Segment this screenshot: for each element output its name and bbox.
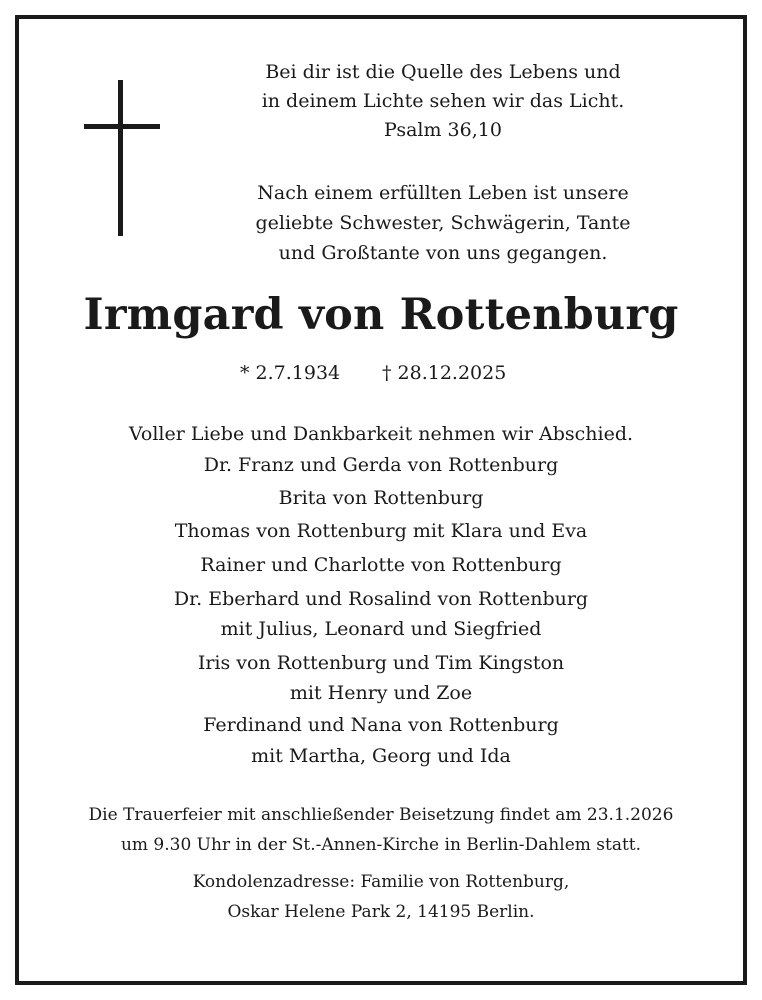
intro-line-1: Nach einem erfüllten Leben ist unsere bbox=[257, 182, 629, 204]
mourner-line: mit Henry und Zoe bbox=[289, 682, 473, 704]
mourner-line: Rainer und Charlotte von Rottenburg bbox=[200, 554, 562, 576]
mourner-line: Ferdinand und Nana von Rottenburg bbox=[203, 714, 559, 736]
mourner-line: Dr. Franz und Gerda von Rottenburg bbox=[203, 454, 559, 476]
death-date: † 28.12.2025 bbox=[382, 362, 507, 384]
deceased-name: Irmgard von Rottenburg bbox=[83, 290, 679, 340]
mourner-line: Iris von Rottenburg und Tim Kingston bbox=[197, 652, 565, 674]
verse-reference: Psalm 36,10 bbox=[384, 119, 502, 141]
service-line-2: um 9.30 Uhr in der St.-Annen-Kirche in Berlin-Dahlem statt. bbox=[120, 835, 642, 855]
verse-line-1: Bei dir ist die Quelle des Lebens und bbox=[265, 61, 621, 83]
mourner-line: mit Martha, Georg und Ida bbox=[251, 745, 511, 767]
birth-date: * 2.7.1934 bbox=[240, 362, 341, 384]
mourner-line: mit Julius, Leonard und Siegfried bbox=[220, 618, 542, 640]
condolence-line-1: Kondolenzadresse: Familie von Rottenburg, bbox=[192, 872, 570, 892]
mourner-line: Brita von Rottenburg bbox=[278, 487, 484, 509]
service-line-1: Die Trauerfeier mit anschließender Beisetzung findet am 23.1.2026 bbox=[88, 805, 674, 825]
cross-icon bbox=[84, 80, 160, 236]
condolence-line-2: Oskar Helene Park 2, 14195 Berlin. bbox=[227, 902, 535, 922]
mourner-line: Dr. Eberhard und Rosalind von Rottenburg bbox=[173, 588, 589, 610]
intro-line-3: und Großtante von uns gegangen. bbox=[278, 242, 608, 264]
mourner-line: Thomas von Rottenburg mit Klara und Eva bbox=[174, 520, 588, 542]
farewell-line: Voller Liebe und Dankbarkeit nehmen wir Abschied. bbox=[128, 423, 634, 445]
verse-line-2: in deinem Lichte sehen wir das Licht. bbox=[261, 90, 625, 112]
intro-line-2: geliebte Schwester, Schwägerin, Tante bbox=[255, 212, 631, 234]
